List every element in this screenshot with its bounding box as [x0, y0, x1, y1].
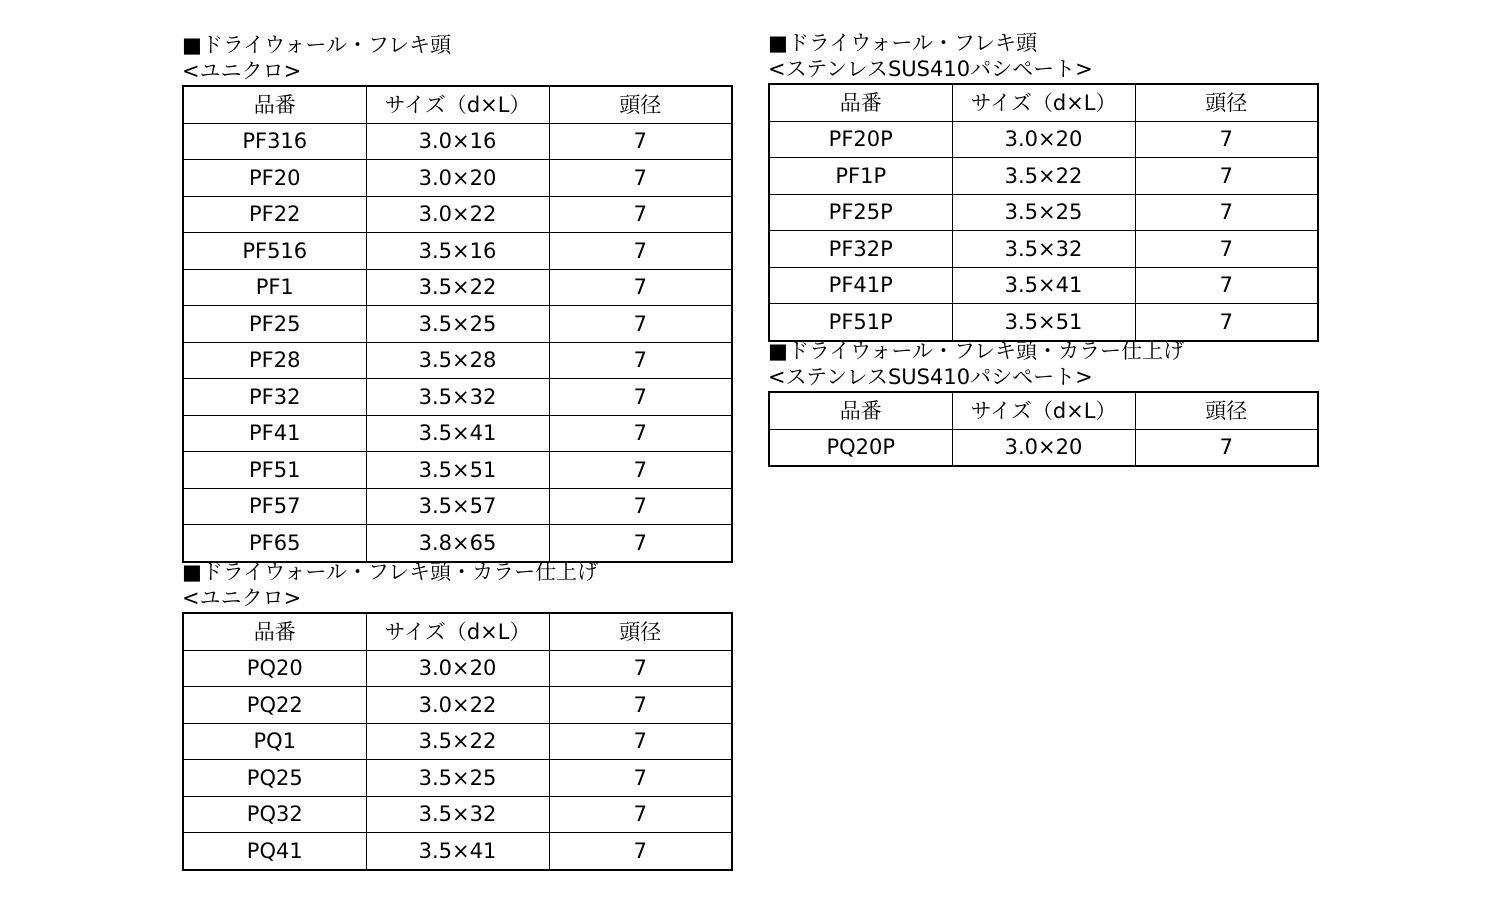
- table-row: [769, 231, 1318, 268]
- cell-size: 3.5×41: [366, 833, 549, 870]
- cell-part-number: PF1P: [769, 158, 952, 195]
- cell-size: 3.0×20: [366, 650, 549, 687]
- cell-head-diameter: 7: [549, 342, 732, 379]
- section-subtitle: <ステンレスSUS410パシペート>: [768, 57, 1093, 81]
- header-head-diameter: 頭径: [1135, 84, 1318, 121]
- cell-size: 3.5×22: [366, 723, 549, 760]
- cell-size: 3.5×32: [952, 231, 1135, 268]
- cell-size: 3.0×22: [366, 196, 549, 233]
- section-pf-stainless: [768, 31, 1319, 342]
- spec-table: [768, 83, 1319, 342]
- header-size: サイズ（d×L）: [366, 86, 549, 123]
- table-row: [183, 760, 732, 797]
- cell-size: 3.5×16: [366, 233, 549, 270]
- cell-part-number: PF65: [183, 525, 366, 562]
- cell-size: 3.5×41: [366, 415, 549, 452]
- cell-head-diameter: 7: [1135, 121, 1318, 158]
- section-title: ■ドライウォール・フレキ頭・カラー仕上げ: [182, 560, 599, 584]
- section-subtitle: <ユニクロ>: [182, 586, 302, 610]
- cell-head-diameter: 7: [1135, 267, 1318, 304]
- table-header-row: [183, 613, 732, 650]
- cell-head-diameter: 7: [549, 488, 732, 525]
- cell-head-diameter: 7: [549, 379, 732, 416]
- cell-part-number: PQ32: [183, 796, 366, 833]
- cell-size: 3.0×20: [952, 121, 1135, 158]
- table-row: [183, 379, 732, 416]
- table-row: [769, 158, 1318, 195]
- cell-size: 3.5×57: [366, 488, 549, 525]
- cell-size: 3.5×32: [366, 796, 549, 833]
- section-title: ■ドライウォール・フレキ頭: [182, 33, 452, 57]
- header-head-diameter: 頭径: [1135, 392, 1318, 429]
- cell-size: 3.5×25: [366, 760, 549, 797]
- cell-part-number: PQ20: [183, 650, 366, 687]
- section-pq-unichrome: [182, 560, 733, 871]
- section-title: ■ドライウォール・フレキ頭・カラー仕上げ: [768, 339, 1185, 363]
- cell-head-diameter: 7: [549, 196, 732, 233]
- cell-size: 3.5×22: [366, 269, 549, 306]
- table-header-row: [769, 84, 1318, 121]
- cell-size: 3.5×22: [952, 158, 1135, 195]
- table-row: [183, 452, 732, 489]
- table-row: [183, 833, 732, 870]
- table-row: [769, 267, 1318, 304]
- spec-table: [182, 612, 733, 871]
- table-row: [183, 160, 732, 197]
- section-subtitle: <ユニクロ>: [182, 59, 302, 83]
- cell-part-number: PF20P: [769, 121, 952, 158]
- cell-size: 3.5×51: [952, 304, 1135, 341]
- table-row: [183, 687, 732, 724]
- header-size: サイズ（d×L）: [952, 392, 1135, 429]
- cell-head-diameter: 7: [549, 760, 732, 797]
- cell-head-diameter: 7: [549, 833, 732, 870]
- cell-head-diameter: 7: [1135, 194, 1318, 231]
- cell-part-number: PF22: [183, 196, 366, 233]
- cell-part-number: PF41: [183, 415, 366, 452]
- cell-part-number: PQ1: [183, 723, 366, 760]
- table-row: [183, 525, 732, 562]
- cell-part-number: PF32: [183, 379, 366, 416]
- header-part-number: 品番: [769, 84, 952, 121]
- header-part-number: 品番: [183, 613, 366, 650]
- cell-head-diameter: 7: [549, 160, 732, 197]
- table-header-row: [769, 392, 1318, 429]
- table-row: [769, 429, 1318, 466]
- cell-size: 3.0×22: [366, 687, 549, 724]
- table-row: [183, 123, 732, 160]
- cell-part-number: PF25P: [769, 194, 952, 231]
- cell-head-diameter: 7: [1135, 158, 1318, 195]
- cell-size: 3.0×16: [366, 123, 549, 160]
- cell-head-diameter: 7: [1135, 304, 1318, 341]
- cell-part-number: PF51P: [769, 304, 952, 341]
- cell-part-number: PQ20P: [769, 429, 952, 466]
- table-row: [183, 488, 732, 525]
- cell-size: 3.5×41: [952, 267, 1135, 304]
- cell-head-diameter: 7: [549, 233, 732, 270]
- table-row: [183, 233, 732, 270]
- table-row: [183, 650, 732, 687]
- cell-head-diameter: 7: [549, 415, 732, 452]
- spec-table: [768, 391, 1319, 467]
- cell-size: 3.5×25: [366, 306, 549, 343]
- spec-table: [182, 85, 733, 563]
- table-row: [769, 304, 1318, 341]
- cell-head-diameter: 7: [549, 650, 732, 687]
- cell-part-number: PF28: [183, 342, 366, 379]
- cell-part-number: PF32P: [769, 231, 952, 268]
- header-part-number: 品番: [769, 392, 952, 429]
- cell-head-diameter: 7: [549, 123, 732, 160]
- table-row: [183, 342, 732, 379]
- cell-size: 3.5×25: [952, 194, 1135, 231]
- cell-part-number: PF316: [183, 123, 366, 160]
- cell-part-number: PQ41: [183, 833, 366, 870]
- table-row: [183, 796, 732, 833]
- cell-part-number: PF57: [183, 488, 366, 525]
- section-title: ■ドライウォール・フレキ頭: [768, 31, 1038, 55]
- table-header-row: [183, 86, 732, 123]
- cell-part-number: PF25: [183, 306, 366, 343]
- header-part-number: 品番: [183, 86, 366, 123]
- section-pf-unichrome: [182, 33, 733, 563]
- table-row: [183, 723, 732, 760]
- cell-size: 3.5×32: [366, 379, 549, 416]
- table-row: [769, 194, 1318, 231]
- table-row: [183, 269, 732, 306]
- cell-part-number: PF1: [183, 269, 366, 306]
- table-row: [183, 196, 732, 233]
- cell-size: 3.5×51: [366, 452, 549, 489]
- cell-head-diameter: 7: [549, 306, 732, 343]
- cell-part-number: PF41P: [769, 267, 952, 304]
- table-row: [769, 121, 1318, 158]
- cell-part-number: PF20: [183, 160, 366, 197]
- table-row: [183, 306, 732, 343]
- cell-head-diameter: 7: [549, 525, 732, 562]
- cell-size: 3.5×28: [366, 342, 549, 379]
- header-size: サイズ（d×L）: [366, 613, 549, 650]
- section-subtitle: <ステンレスSUS410パシペート>: [768, 365, 1093, 389]
- cell-size: 3.0×20: [952, 429, 1135, 466]
- cell-head-diameter: 7: [549, 796, 732, 833]
- cell-size: 3.0×20: [366, 160, 549, 197]
- header-head-diameter: 頭径: [549, 613, 732, 650]
- cell-head-diameter: 7: [549, 269, 732, 306]
- cell-part-number: PQ22: [183, 687, 366, 724]
- cell-part-number: PF51: [183, 452, 366, 489]
- cell-head-diameter: 7: [549, 687, 732, 724]
- cell-head-diameter: 7: [549, 452, 732, 489]
- cell-head-diameter: 7: [549, 723, 732, 760]
- table-row: [183, 415, 732, 452]
- section-pq-stainless: [768, 339, 1319, 467]
- cell-head-diameter: 7: [1135, 429, 1318, 466]
- cell-part-number: PF516: [183, 233, 366, 270]
- header-head-diameter: 頭径: [549, 86, 732, 123]
- header-size: サイズ（d×L）: [952, 84, 1135, 121]
- cell-part-number: PQ25: [183, 760, 366, 797]
- cell-size: 3.8×65: [366, 525, 549, 562]
- cell-head-diameter: 7: [1135, 231, 1318, 268]
